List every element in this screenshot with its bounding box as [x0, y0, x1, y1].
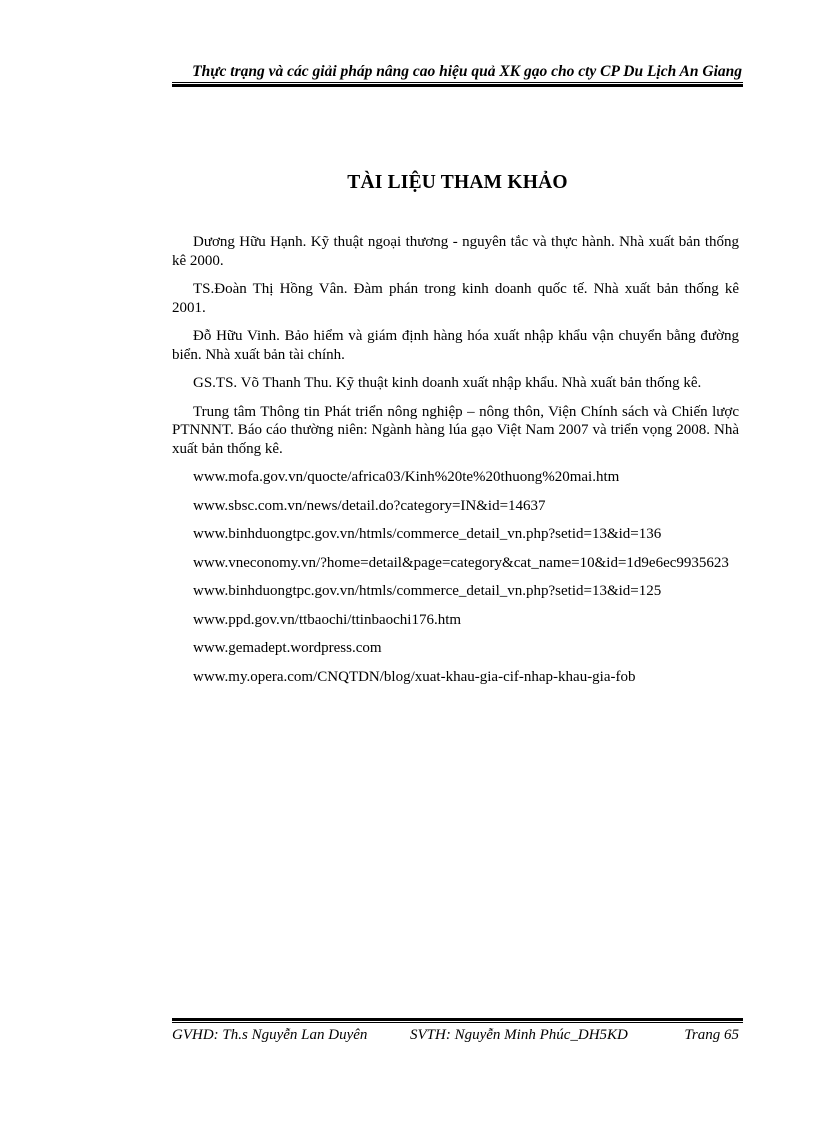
header-rule-thin	[172, 82, 743, 83]
reference-link: www.mofa.gov.vn/quocte/africa03/Kinh%20te%20thuong%20mai.htm	[193, 469, 620, 485]
footer-rule-thin	[172, 1022, 743, 1023]
reference-item: Trung tâm Thông tin Phát triển nông nghiệp – nông thôn, Viện Chính sách và Chiến lược PTNNNT. Báo cáo thường niên: Ngành hàng lúa gạo Việt Nam 2007 và triển vọng 2008. Nhà xuất bản thống kê.	[172, 403, 739, 457]
reference-link: www.binhduongtpc.gov.vn/htmls/commerce_detail_vn.php?setid=13&id=125	[193, 583, 662, 599]
reference-item: TS.Đoàn Thị Hồng Vân. Đàm phán trong kinh doanh quốc tế. Nhà xuất bản thống kê 2001.	[172, 281, 739, 316]
footer-student: SVTH: Nguyễn Minh Phúc_DH5KD	[410, 1027, 628, 1043]
reference-link: www.ppd.gov.vn/ttbaochi/ttinbaochi176.htm	[193, 611, 462, 628]
reference-link: www.gemadept.wordpress.com	[193, 640, 382, 656]
reference-link: www.sbsc.com.vn/news/detail.do?category=IN&id=14637	[193, 497, 546, 514]
footer-advisor: GVHD: Th.s Nguyễn Lan Duyên	[172, 1027, 368, 1043]
reference-item: GS.TS. Võ Thanh Thu. Kỹ thuật kinh doanh xuất nhập khẩu. Nhà xuất bản thống kê.	[193, 375, 702, 391]
page-title: TÀI LIỆU THAM KHẢO	[347, 172, 568, 193]
reference-link: www.binhduongtpc.gov.vn/htmls/commerce_detail_vn.php?setid=13&id=136	[193, 526, 662, 542]
footer-rule-thick	[172, 1018, 743, 1021]
reference-item: Dương Hữu Hạnh. Kỹ thuật ngoại thương - nguyên tắc và thực hành. Nhà xuất bản thống kê 2000.	[172, 234, 739, 269]
reference-list	[172, 233, 739, 696]
footer-page-number: Trang 65	[684, 1027, 739, 1043]
reference-link: www.vneconomy.vn/?home=detail&page=category&cat_name=10&id=1d9e6ec9935623	[193, 554, 729, 571]
running-header-title: Thực trạng và các giải pháp nâng cao hiệu quả XK gạo cho cty CP Du Lịch An Giang	[192, 63, 742, 80]
reference-item: Đỗ Hữu Vinh. Bảo hiểm và giám định hàng hóa xuất nhập khẩu vận chuyển bằng đường biển. Nhà xuất bản tài chính.	[172, 328, 739, 363]
header-rule-thick	[172, 84, 743, 87]
page-footer	[172, 1027, 739, 1047]
reference-link: www.my.opera.com/CNQTDN/blog/xuat-khau-gia-cif-nhap-khau-gia-fob	[193, 668, 636, 685]
